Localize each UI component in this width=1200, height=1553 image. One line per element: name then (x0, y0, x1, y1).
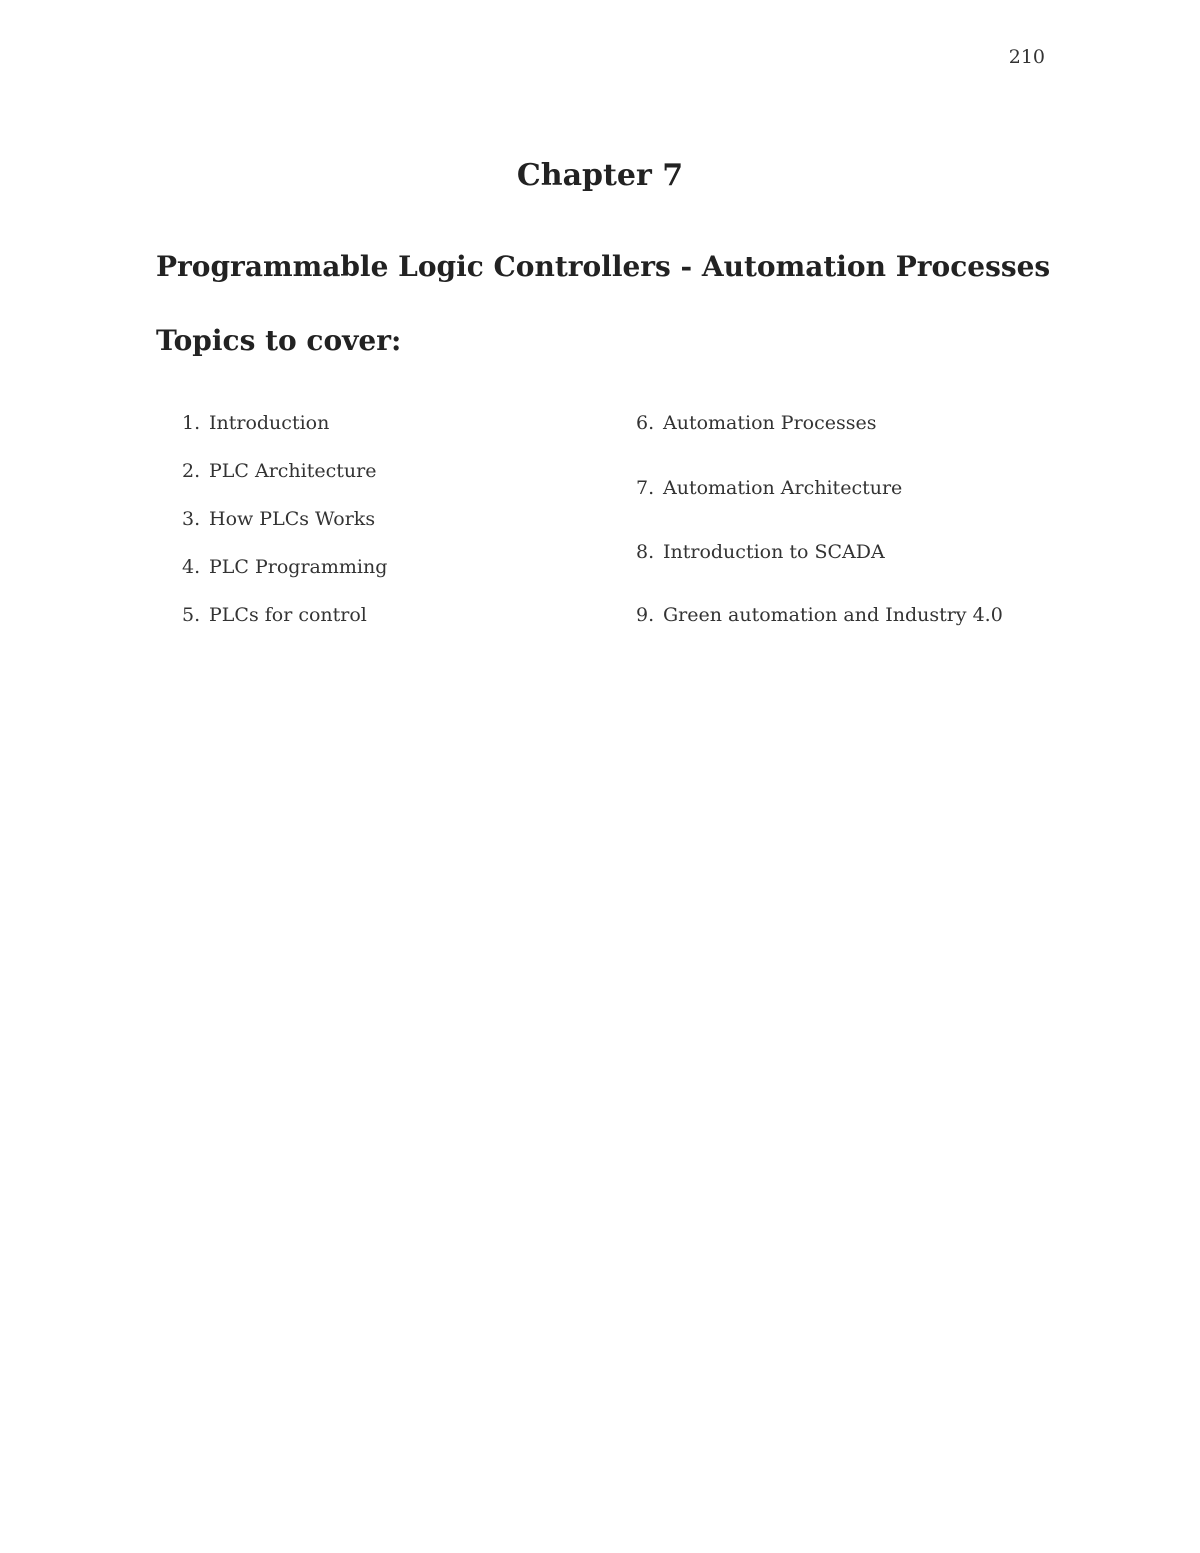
topic-label: Automation Architecture (663, 477, 903, 499)
topic-number: 2. (182, 460, 201, 482)
topic-number: 7. (636, 477, 655, 499)
topic-item (182, 556, 387, 578)
topic-number: 8. (636, 541, 655, 563)
topic-item (636, 541, 885, 563)
chapter-title: Chapter 7 (516, 158, 684, 193)
page-number: 210 (1008, 46, 1045, 68)
topic-label: PLCs for control (209, 604, 367, 626)
topic-number: 4. (182, 556, 201, 578)
topics-heading: Topics to cover: (156, 324, 402, 357)
topic-label: Introduction to SCADA (663, 541, 885, 563)
topic-label: PLC Programming (209, 556, 388, 578)
topic-number: 1. (182, 412, 201, 434)
topic-label: PLC Architecture (209, 460, 377, 482)
topic-item (182, 460, 376, 482)
topic-label: Introduction (209, 412, 330, 434)
topic-item (636, 477, 902, 499)
chapter-subtitle: Programmable Logic Controllers - Automation Processes (156, 250, 1051, 283)
topic-item (636, 604, 1003, 626)
topic-label: How PLCs Works (209, 508, 376, 530)
topic-number: 6. (636, 412, 655, 434)
topic-item (182, 604, 367, 626)
topic-item (182, 508, 375, 530)
topic-number: 3. (182, 508, 201, 530)
topic-label: Automation Processes (663, 412, 877, 434)
topic-item (636, 412, 877, 434)
topic-label: Green automation and Industry 4.0 (663, 604, 1003, 626)
topic-number: 5. (182, 604, 201, 626)
topic-number: 9. (636, 604, 655, 626)
topic-item (182, 412, 329, 434)
